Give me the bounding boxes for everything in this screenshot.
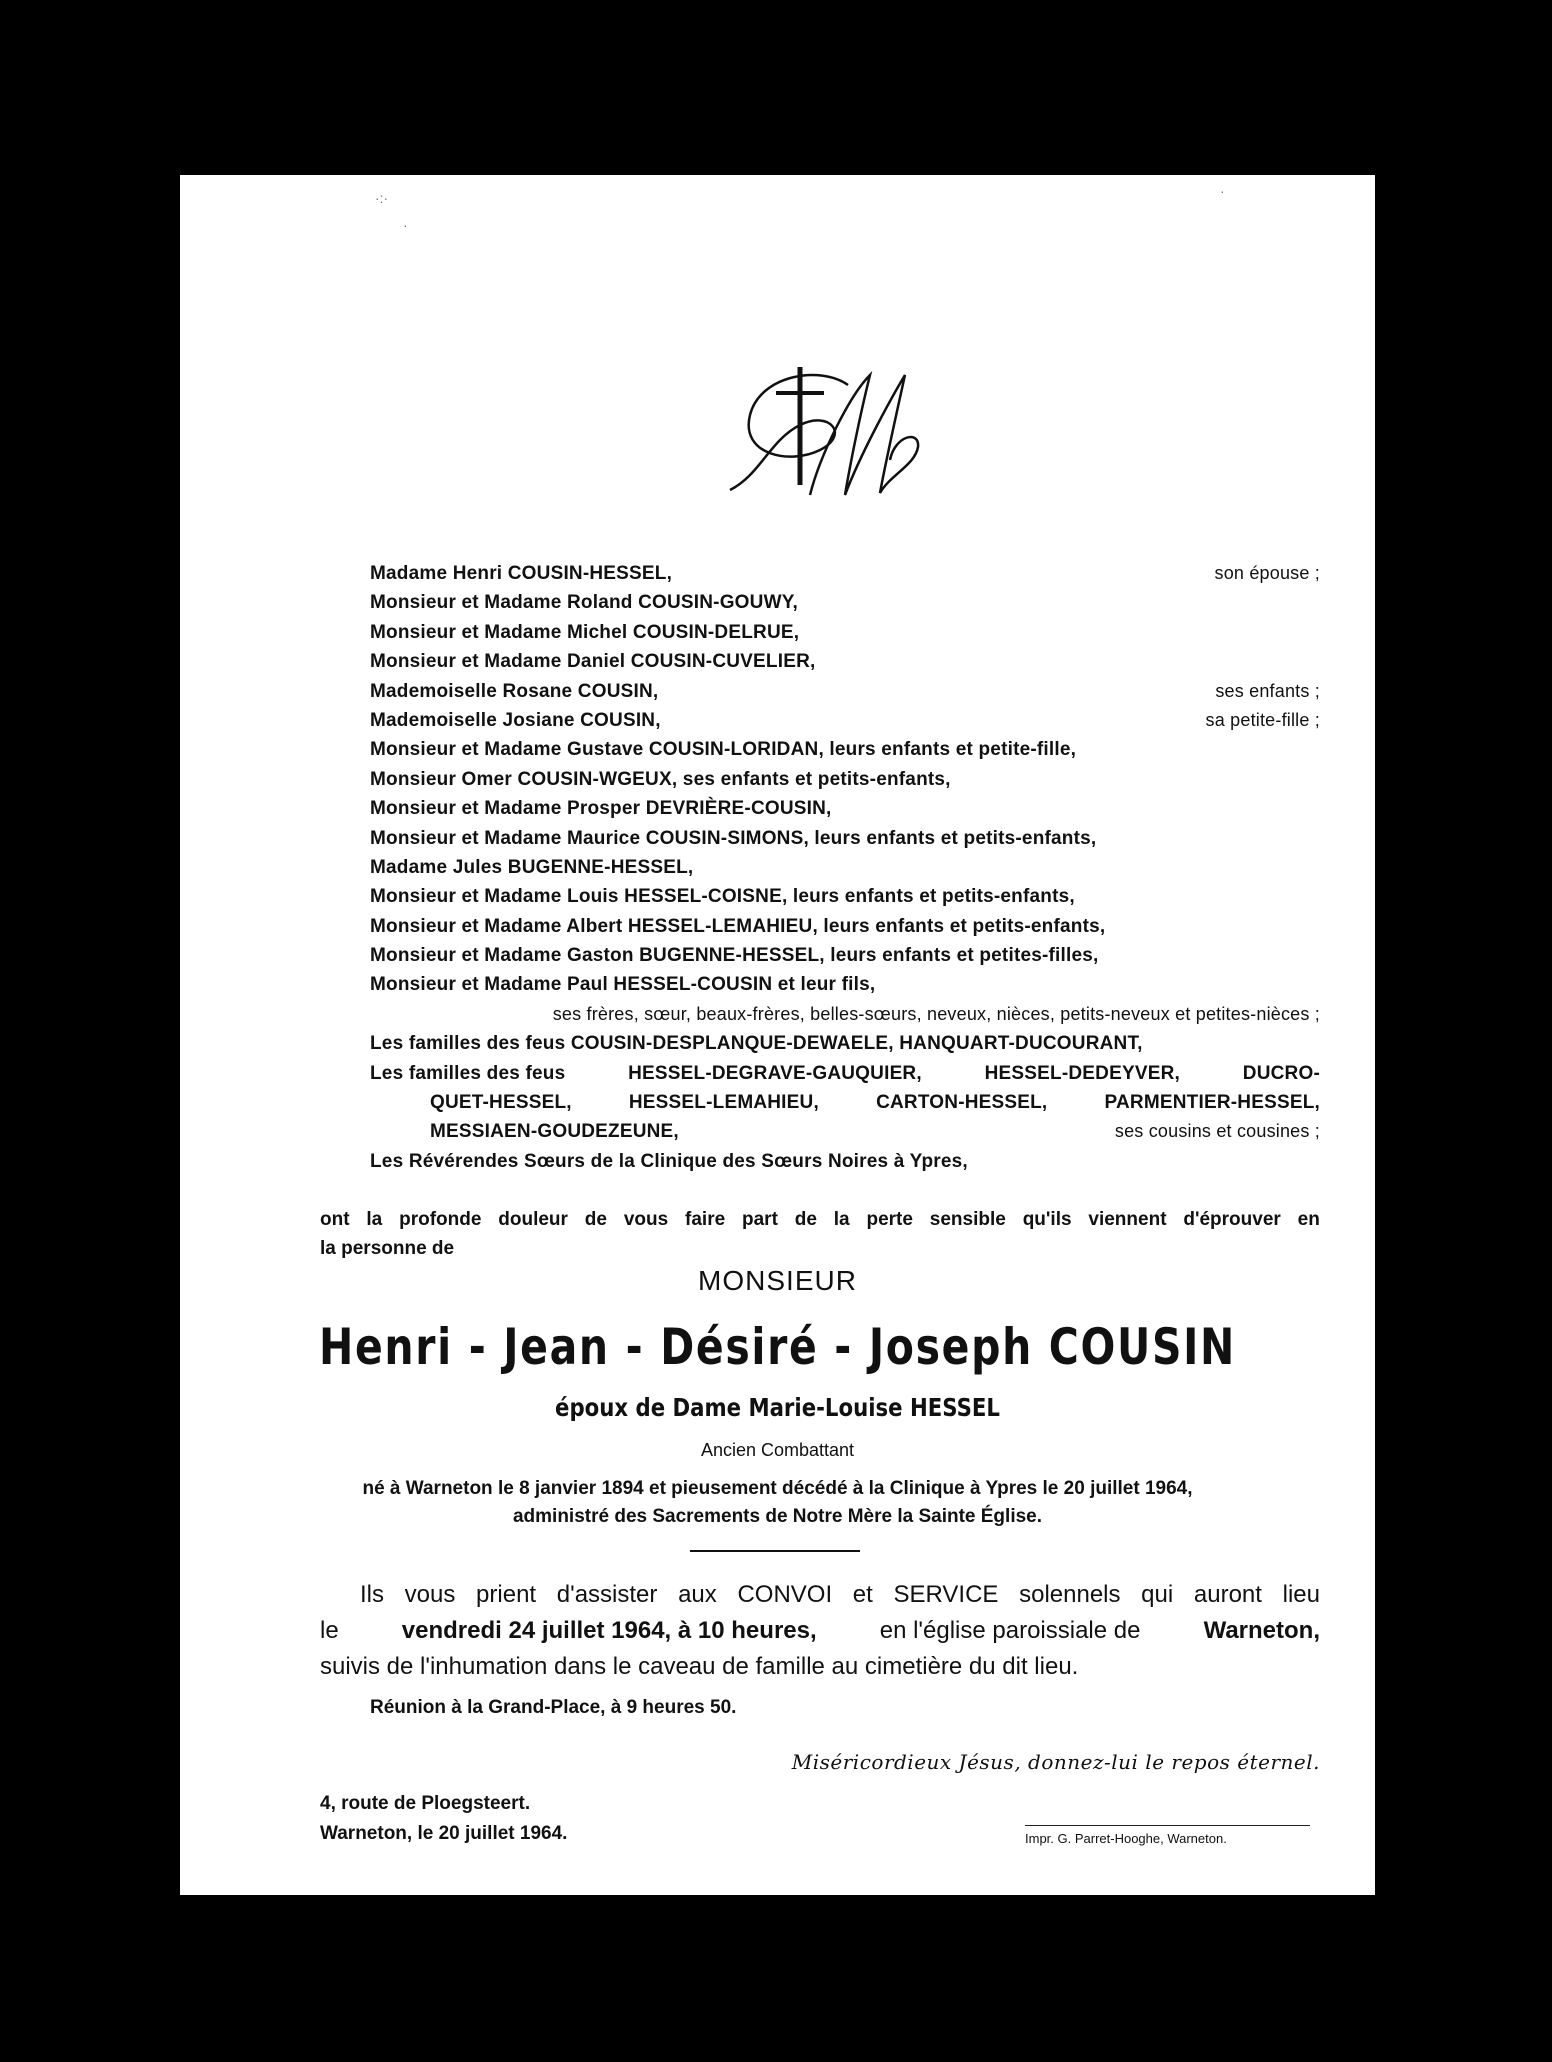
family-row: Monsieur et Madame Roland COUSIN-GOUWY, [370, 592, 798, 614]
honorific-title: MONSIEUR [698, 1265, 857, 1296]
imprint-rule [1025, 1825, 1310, 1826]
family-list [370, 563, 1320, 1180]
family-row: Monsieur et Madame Albert HESSEL-LEMAHIEU, leurs enfants et petits-enfants, [370, 915, 1106, 937]
printer-imprint: Impr. G. Parret-Hooghe, Warneton. [1025, 1831, 1227, 1846]
family-row: Mademoiselle Rosane COUSIN, ses enfants ; [370, 680, 1320, 702]
print-speck: · [403, 217, 408, 233]
cross-monogram-logo [700, 355, 940, 515]
family-row: Monsieur et Madame Prosper DEVRIÈRE-COUSIN, [370, 798, 832, 820]
feus-line-4: MESSIAEN-GOUDEZEUNE, ses cousins et cousines ; [430, 1121, 1320, 1143]
family-row: Monsieur et Madame Gaston BUGENNE-HESSEL, leurs enfants et petites-filles, [370, 945, 1099, 967]
feus-line-3: QUET-HESSEL, HESSEL-LEMAHIEU, CARTON-HESSEL, PARMENTIER-HESSEL, [430, 1092, 1320, 1114]
spouse-line: époux de Dame Marie-Louise HESSEL [555, 1393, 1000, 1422]
veteran-line: Ancien Combattant [700, 1440, 855, 1460]
prayer-line: Miséricordieux Jésus, donnez-lui le repos éternel. [791, 1750, 1320, 1774]
birth-death-lines: né à Warneton le 8 janvier 1894 et pieusement décédé à la Clinique à Ypres le 20 juillet 1964, administré des Sacrements de Notre Mère la Sainte Église. [362, 1478, 1193, 1527]
family-row: Monsieur et Madame Paul HESSEL-COUSIN et leur fils, [370, 974, 876, 996]
family-row: Monsieur et Madame Louis HESSEL-COISNE, leurs enfants et petits-enfants, [370, 886, 1075, 908]
address-block: 4, route de Ploegsteert. Warneton, le 20 juillet 1964. [320, 1793, 568, 1844]
print-speck: ·:· [375, 190, 389, 206]
family-row: Madame Henri COUSIN-HESSEL, son épouse ; [370, 563, 1320, 584]
feus-line-2: Les familles des feus HESSEL-DEGRAVE-GAUQUIER, HESSEL-DEDEYVER, DUCRO- [370, 1062, 1320, 1084]
reunion-line: Réunion à la Grand-Place, à 9 heures 50. [370, 1697, 737, 1718]
divider-rule [690, 1550, 860, 1552]
print-speck: · [1220, 183, 1225, 199]
deceased-name: Henri - Jean - Désiré - Joseph COUSIN [319, 1318, 1236, 1376]
family-row: Madame Jules BUGENNE-HESSEL, [370, 856, 694, 878]
family-row: Monsieur et Madame Daniel COUSIN-CUVELIER, [370, 651, 816, 673]
family-row: Monsieur et Madame Maurice COUSIN-SIMONS, leurs enfants et petits-enfants, [370, 827, 1097, 849]
family-row: Mademoiselle Josiane COUSIN, sa petite-fille ; [370, 709, 1320, 731]
family-row: Monsieur Omer COUSIN-WGEUX, ses enfants et petits-enfants, [370, 768, 951, 790]
death-notice-card [180, 175, 1375, 1895]
family-row: Monsieur et Madame Gustave COUSIN-LORIDAN, leurs enfants et petite-fille, [370, 739, 1077, 761]
soeurs-line: Les Révérendes Sœurs de la Clinique des Sœurs Noires à Ypres, [370, 1150, 968, 1172]
announcement-intro: ont la profonde douleur de vous faire part de la perte sensible qu'ils viennent d'éprouver en la personne de [320, 1209, 1320, 1259]
feus-line-1: Les familles des feus COUSIN-DESPLANQUE-DEWAELE, HANQUART-DUCOURANT, [370, 1033, 1143, 1055]
funeral-service-text: Ils vous prient d'assister aux CONVOI et SERVICE solennels qui auront lieu le vendredi 24 juillet 1964, à 10 heures, en l'église paroissiale de Warneton, suivis de l'inhumation dans le caveau de famille au cimetière du dit lieu. [320, 1581, 1320, 1680]
relatives-line: ses frères, sœur, beaux-frères, belles-sœurs, neveux, nièces, petits-neveux et petites-nièces ; [552, 1003, 1320, 1024]
family-row: Monsieur et Madame Michel COUSIN-DELRUE, [370, 621, 800, 643]
